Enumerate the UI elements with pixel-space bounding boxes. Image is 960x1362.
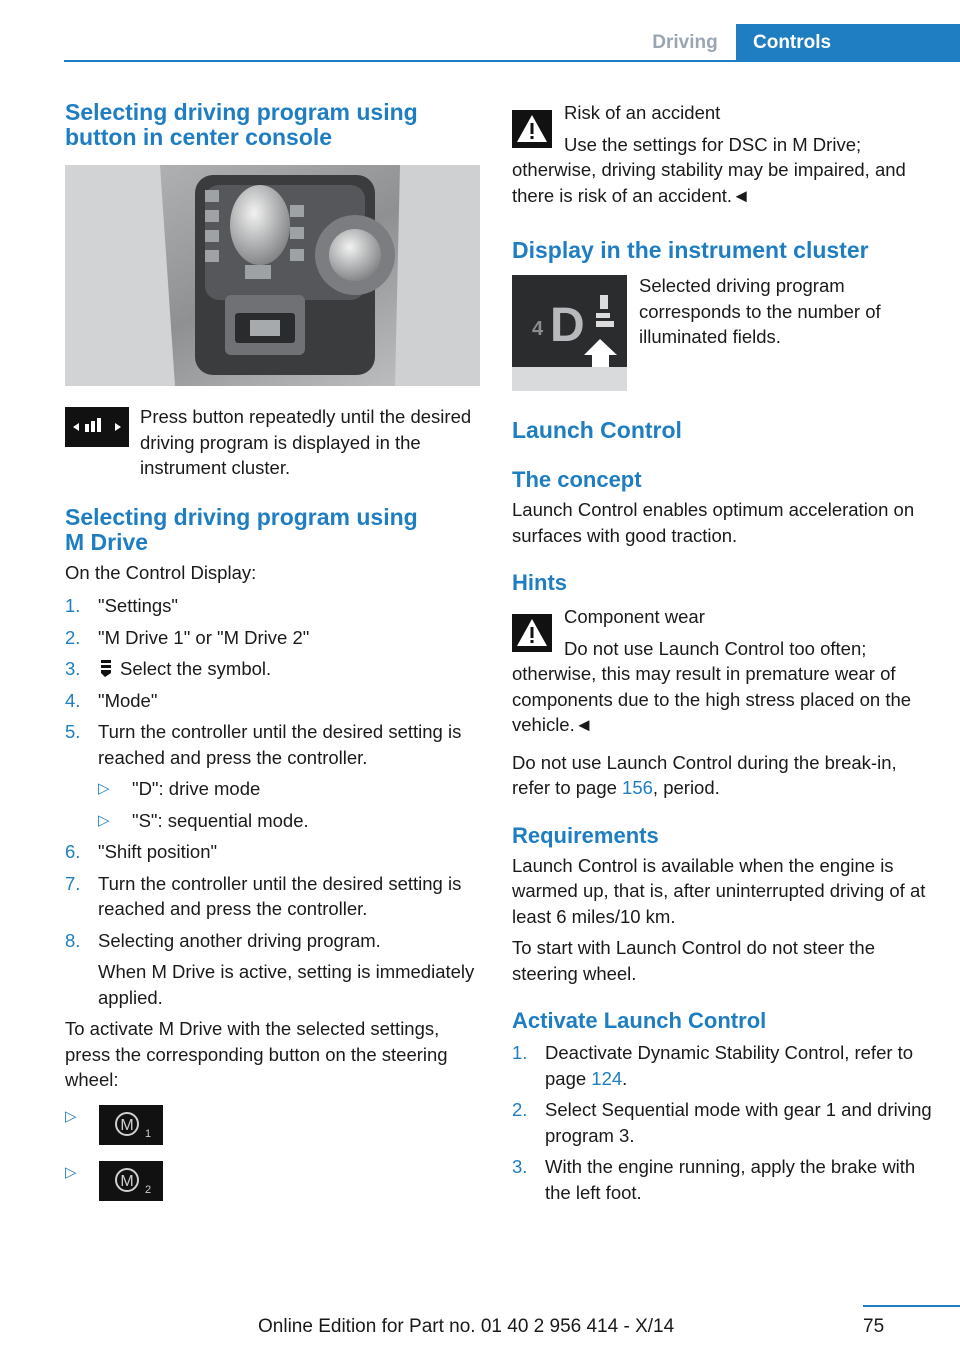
step-number: 7. — [65, 872, 81, 894]
bullet-triangle-icon: ▷ — [65, 1163, 77, 1181]
warning-title: Risk of an accident — [564, 102, 721, 123]
list-item — [512, 1040, 932, 1091]
warning-title: Component wear — [564, 606, 705, 627]
list-item — [512, 1154, 932, 1205]
center-console-photo — [65, 165, 480, 386]
instrument-cluster-image — [512, 275, 627, 391]
step-text: Turn the controller until the desired setting is reached and press the controller. — [98, 872, 462, 919]
m1-button-icon — [99, 1105, 163, 1145]
right-column — [512, 100, 932, 1211]
list-item — [65, 1105, 481, 1145]
option-text: "S": sequential mode. — [132, 809, 309, 831]
svg-text:M: M — [120, 1172, 134, 1190]
step-number: 3. — [512, 1156, 528, 1177]
bullet-triangle-icon: ▷ — [98, 780, 110, 797]
program-button-icon — [65, 407, 129, 447]
edition-text: Online Edition for Part no. 01 40 2 956 414 - X/14 — [258, 1316, 675, 1337]
list-item — [98, 776, 481, 802]
requirements-steering-text: To start with Launch Control do not steer the steering wheel. — [512, 937, 876, 984]
list-item — [65, 593, 481, 619]
svg-text:M: M — [120, 1116, 134, 1134]
list-item — [65, 688, 481, 714]
step-number: 5. — [65, 721, 81, 742]
step-number: 2. — [65, 626, 81, 648]
list-item — [65, 871, 481, 922]
break-in-text-b: , period. — [652, 777, 720, 798]
page-link-124[interactable]: 124 — [591, 1067, 623, 1089]
step-number: 4. — [65, 689, 81, 711]
step-text: Deactivate Dynamic Stability Control, refer to page — [545, 1042, 914, 1089]
heading-requirements: Requirements — [512, 822, 659, 848]
concept-text: Launch Control enables optimum acceleration on surfaces with good traction. — [512, 499, 915, 546]
list-item — [65, 1161, 481, 1201]
m-buttons-list — [65, 1105, 481, 1201]
svg-text:4: 4 — [532, 318, 544, 340]
component-wear-warning — [512, 604, 932, 738]
heading-hints: Hints — [512, 570, 567, 595]
activate-steps — [512, 1040, 932, 1205]
accident-warning — [512, 100, 932, 208]
list-item — [98, 808, 481, 834]
step-text: "Mode" — [98, 689, 158, 711]
list-item — [65, 656, 481, 682]
step-note: When M Drive is active, setting is immediately applied. — [98, 961, 475, 1008]
settings-symbol-icon — [98, 659, 114, 677]
svg-text:2: 2 — [145, 1183, 152, 1196]
warning-body-text: Do not use Launch Control too often; otherwise, this may result in premature wear of components due to the high stress placed on the vehicle.◄ — [512, 637, 912, 735]
step-text: Turn the controller until the desired setting is reached and press the controller. — [98, 721, 462, 768]
heading-activate-launch-control: Activate Launch Control — [512, 1008, 767, 1033]
mode-options — [98, 776, 481, 833]
svg-text:D: D — [550, 299, 585, 352]
header-chapter-label: Controls — [736, 24, 960, 62]
step-number: 2. — [512, 1099, 528, 1120]
option-text: "D": drive mode — [132, 778, 261, 799]
warning-body-text: Use the settings for DSC in M Drive; otherwise, driving stability may be impaired, and there is risk of an accident.◄ — [512, 133, 906, 206]
heading-launch-control: Launch Control — [512, 417, 682, 443]
step-number: 8. — [65, 929, 81, 951]
heading-instrument-cluster: Display in the instrument cluster — [512, 237, 869, 263]
step-number: 3. — [65, 658, 81, 679]
page-link-156[interactable]: 156 — [622, 777, 653, 798]
step-number: 1. — [512, 1042, 528, 1063]
page-number: 75 — [863, 1316, 885, 1337]
step-text-end: . — [622, 1067, 628, 1089]
step-text: "Shift position" — [98, 841, 218, 862]
step-number: 6. — [65, 841, 81, 862]
activate-m-drive-text: To activate M Drive with the selected settings, press the corresponding button on the steering wheel: — [65, 1018, 448, 1090]
bullet-triangle-icon: ▷ — [98, 811, 110, 829]
requirements-text: Launch Control is available when the engine is warmed up, that is, after uninterrupted driving of at least 6 miles/10 km. — [512, 854, 926, 927]
list-item — [65, 839, 481, 865]
list-item — [65, 719, 481, 833]
footer-rule — [863, 1305, 960, 1307]
heading-button-center-console: Selecting driving program using button in center console — [65, 99, 418, 150]
m-drive-steps — [65, 593, 481, 1010]
header-rule — [64, 60, 960, 62]
step-text: With the engine running, apply the brake with the left foot. — [545, 1156, 916, 1203]
left-column — [65, 100, 481, 1201]
console-button-block — [65, 404, 481, 481]
step-text: "Settings" — [98, 595, 178, 616]
svg-text:1: 1 — [145, 1127, 152, 1140]
step-text: Select Sequential mode with gear 1 and driving program 3. — [545, 1099, 932, 1146]
control-display-intro: On the Control Display: — [65, 561, 257, 583]
warning-body — [512, 636, 932, 738]
list-item — [65, 625, 481, 651]
press-button-text-span: Press button repeatedly until the desired driving program is displayed in the instrument cluster. — [140, 406, 472, 478]
bullet-triangle-icon: ▷ — [65, 1107, 77, 1125]
list-item — [65, 928, 481, 1011]
step-text: Selecting another driving program. — [98, 929, 381, 951]
header-section-label: Driving — [652, 32, 718, 53]
warning-body — [512, 132, 932, 209]
cluster-display-block — [512, 273, 932, 393]
step-text: Select the symbol. — [120, 658, 272, 679]
break-in-text-a: Do not use Launch Control during the break-in, refer to page — [512, 751, 897, 798]
heading-concept: The concept — [512, 467, 642, 492]
m2-button-icon — [99, 1161, 163, 1201]
heading-m-drive: Selecting driving program using M Drive — [65, 503, 418, 555]
warning-icon — [512, 614, 552, 652]
cluster-display-text: Selected driving program corresponds to the number of illuminated fields. — [639, 275, 881, 347]
warning-icon — [512, 110, 552, 148]
break-in-text — [512, 750, 932, 801]
step-text: "M Drive 1" or "M Drive 2" — [98, 626, 310, 648]
step-number: 1. — [65, 595, 81, 616]
list-item — [512, 1097, 932, 1148]
